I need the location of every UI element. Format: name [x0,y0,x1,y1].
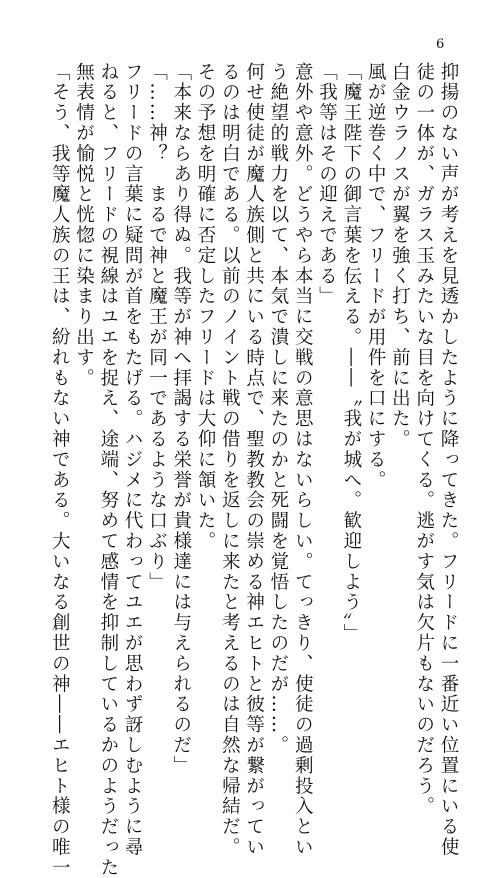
text-line: るのは明白である。以前のノイント戦の借りを返しに来たと考えるのは自然な帰結だ。 [219,62,241,858]
text-line: 「……神？ まるで神と魔王が同一であるような口ぶり」 [146,62,168,593]
page-number: 6 [436,37,445,52]
text-line: 意外や意外。どうやら本当に交戦の意思はないらしい。てっきり、使徒の過剰投入とい [292,62,314,858]
text-line: 「そう、我等魔人族の王は、紛れもない神である。大いなる創世の神――エヒト様の唯一 [49,62,71,878]
vertical-text-body [47,62,460,878]
text-line: 抑揚のない声が考えを見透かしたように降ってきた。フリードに一番近い位置にいる使 [438,62,459,858]
text-line: フリードの言葉に疑問が首をもたげる。ハジメに代わってユエが思わず訝しむように尋 [122,62,144,858]
text-line: その予想を明確に否定したフリードは大仰に頷いた。 [195,62,217,552]
text-line: 「本来ならあり得ぬ。我等が神へ拝謁する栄誉が貴様達には与えられるのだ」 [170,62,192,776]
text-line: 風が逆巻く中で、フリードが用件を口にする。 [365,62,387,491]
text-line: 「我等はその迎えである」 [316,62,338,307]
text-line: 何せ使徒が魔人族側と共にいる時点で、聖教教会の崇める神エヒトと彼等が繋がってい [243,62,265,858]
text-line: 白金ウラノスが翼を強く打ち、前に出た。 [389,62,411,450]
text-line: 無表情が愉悦と恍惚に染まり出す。 [73,62,95,389]
text-line: 徒の一体が、ガラス玉みたいな目を向けてくる。逃がす気は欠片もないのだろう。 [413,62,435,817]
text-line: う絶望的戦力を以て、本気で潰しに来たのかと死闘を覚悟したのだが……。 [267,62,289,756]
text-line: 「魔王陛下の御言葉を伝える。――〝我が城へ。歓迎しよう〟」 [340,62,362,645]
text-line: ねると、フリードの視線はユエを捉え、途端、努めて感情を抑制しているかのようだった [97,62,119,878]
